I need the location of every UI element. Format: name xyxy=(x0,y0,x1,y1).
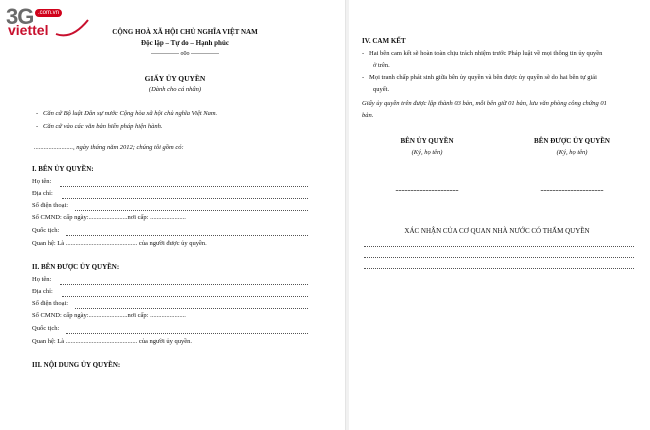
confirmation-line-3[interactable] xyxy=(364,268,634,269)
party2-signature-title: BÊN ĐƯỢC ỦY QUYỀN xyxy=(534,137,610,145)
commit-bullet-1-cont: ở trên. xyxy=(373,62,390,69)
party1-address-field[interactable] xyxy=(62,198,308,199)
document-page-right xyxy=(352,0,650,430)
party2-address-field[interactable] xyxy=(62,296,308,297)
party2-relation-line[interactable]: Quan hệ: Là ............................................ của người ủy quyền. xyxy=(32,338,193,345)
viettel-logo xyxy=(6,6,86,42)
section-1-heading: I. BÊN ỦY QUYỀN: xyxy=(32,165,94,173)
section-2-heading: II. BÊN ĐƯỢC ỦY QUYỀN: xyxy=(32,263,120,271)
party2-nationality-field[interactable] xyxy=(66,333,308,334)
party1-signature-title: BÊN ỦY QUYỀN xyxy=(400,137,454,145)
commit-bullet-1: - Hai bên cam kết sẽ hoàn toàn chịu trách nhiệm trước Pháp luật về mọi thông tin ủy quyền xyxy=(362,50,603,57)
nation-heading: CỘNG HOÀ XÃ HỘI CHỦ NGHĨA VIỆT NAM xyxy=(112,28,258,36)
party2-nationality-label: Quốc tịch: xyxy=(32,325,60,332)
party1-name-field[interactable] xyxy=(60,186,308,187)
party2-phone-field[interactable] xyxy=(75,308,308,309)
party2-signature-hint: (Ký, họ tên) xyxy=(556,149,588,156)
page-divider xyxy=(345,0,349,430)
party1-signature-hint: (Ký, họ tên) xyxy=(411,149,443,156)
doc-title: GIẤY ỦY QUYỀN xyxy=(144,74,206,83)
party2-signature-line[interactable]: .......................................... xyxy=(540,187,604,193)
section-4-heading: IV. CAM KẾT xyxy=(362,37,406,45)
party1-signature-line[interactable]: .......................................... xyxy=(395,187,459,193)
date-line: ........................, ngày tháng năm 2012; chúng tôi gồm có: xyxy=(34,144,184,151)
party1-relation-line[interactable]: Quan hệ: Là ............................................ của người được ủy quyền. xyxy=(32,240,207,247)
copies-note: Giấy ủy quyền trên được lập thành 03 bản, mỗi bên giữ 01 bản, lưu văn phòng công chứng 01 xyxy=(362,100,607,107)
separator: -------------- o0o -------------- xyxy=(151,51,219,57)
commit-bullet-2: - Mọi tranh chấp phát sinh giữa bên ủy quyền và bên được ủy quyền sẽ do hai bên tự giải xyxy=(362,74,597,81)
party1-phone-field[interactable] xyxy=(75,210,308,211)
logo-viettel-text: viettel xyxy=(8,22,49,38)
party1-nationality-label: Quốc tịch: xyxy=(32,227,60,234)
logo-domain-badge: .com.vn xyxy=(35,9,62,17)
party2-address-label: Địa chỉ: xyxy=(32,288,53,295)
party1-id-line[interactable]: Số CMND: cấp ngày:........................nơi cấp: ...................... xyxy=(32,214,186,221)
motto: Độc lập – Tự do – Hạnh phúc xyxy=(141,39,229,47)
doc-subtitle: (Dành cho cá nhân) xyxy=(148,86,202,93)
party1-address-label: Địa chỉ: xyxy=(32,190,53,197)
party2-id-line[interactable]: Số CMND: cấp ngày:........................nơi cấp: ...................... xyxy=(32,312,186,319)
confirmation-line-1[interactable] xyxy=(364,246,634,247)
party2-name-label: Họ tên: xyxy=(32,276,52,283)
copies-note-cont: bản. xyxy=(362,112,374,119)
party1-name-label: Họ tên: xyxy=(32,178,52,185)
commit-bullet-2-cont: quyết. xyxy=(373,86,390,93)
logo-3g-text: 3G xyxy=(6,4,34,29)
authority-confirmation-heading: XÁC NHẬN CỦA CƠ QUAN NHÀ NƯỚC CÓ THẨM QUYỀN xyxy=(404,227,590,235)
party2-name-field[interactable] xyxy=(60,284,308,285)
confirmation-line-2[interactable] xyxy=(364,257,634,258)
party2-phone-label: Số điện thoại: xyxy=(32,300,69,307)
section-3-heading: III. NỘI DUNG ỦY QUYỀN: xyxy=(32,361,121,369)
party1-nationality-field[interactable] xyxy=(66,235,308,236)
basis-item-1: - Căn cứ Bộ luật Dân sự nước Cộng hòa xã hội chủ nghĩa Việt Nam. xyxy=(36,110,218,117)
basis-item-2: - Căn cứ vào các văn bản hiến pháp hiện hành. xyxy=(36,123,163,130)
party1-phone-label: Số điện thoại: xyxy=(32,202,69,209)
